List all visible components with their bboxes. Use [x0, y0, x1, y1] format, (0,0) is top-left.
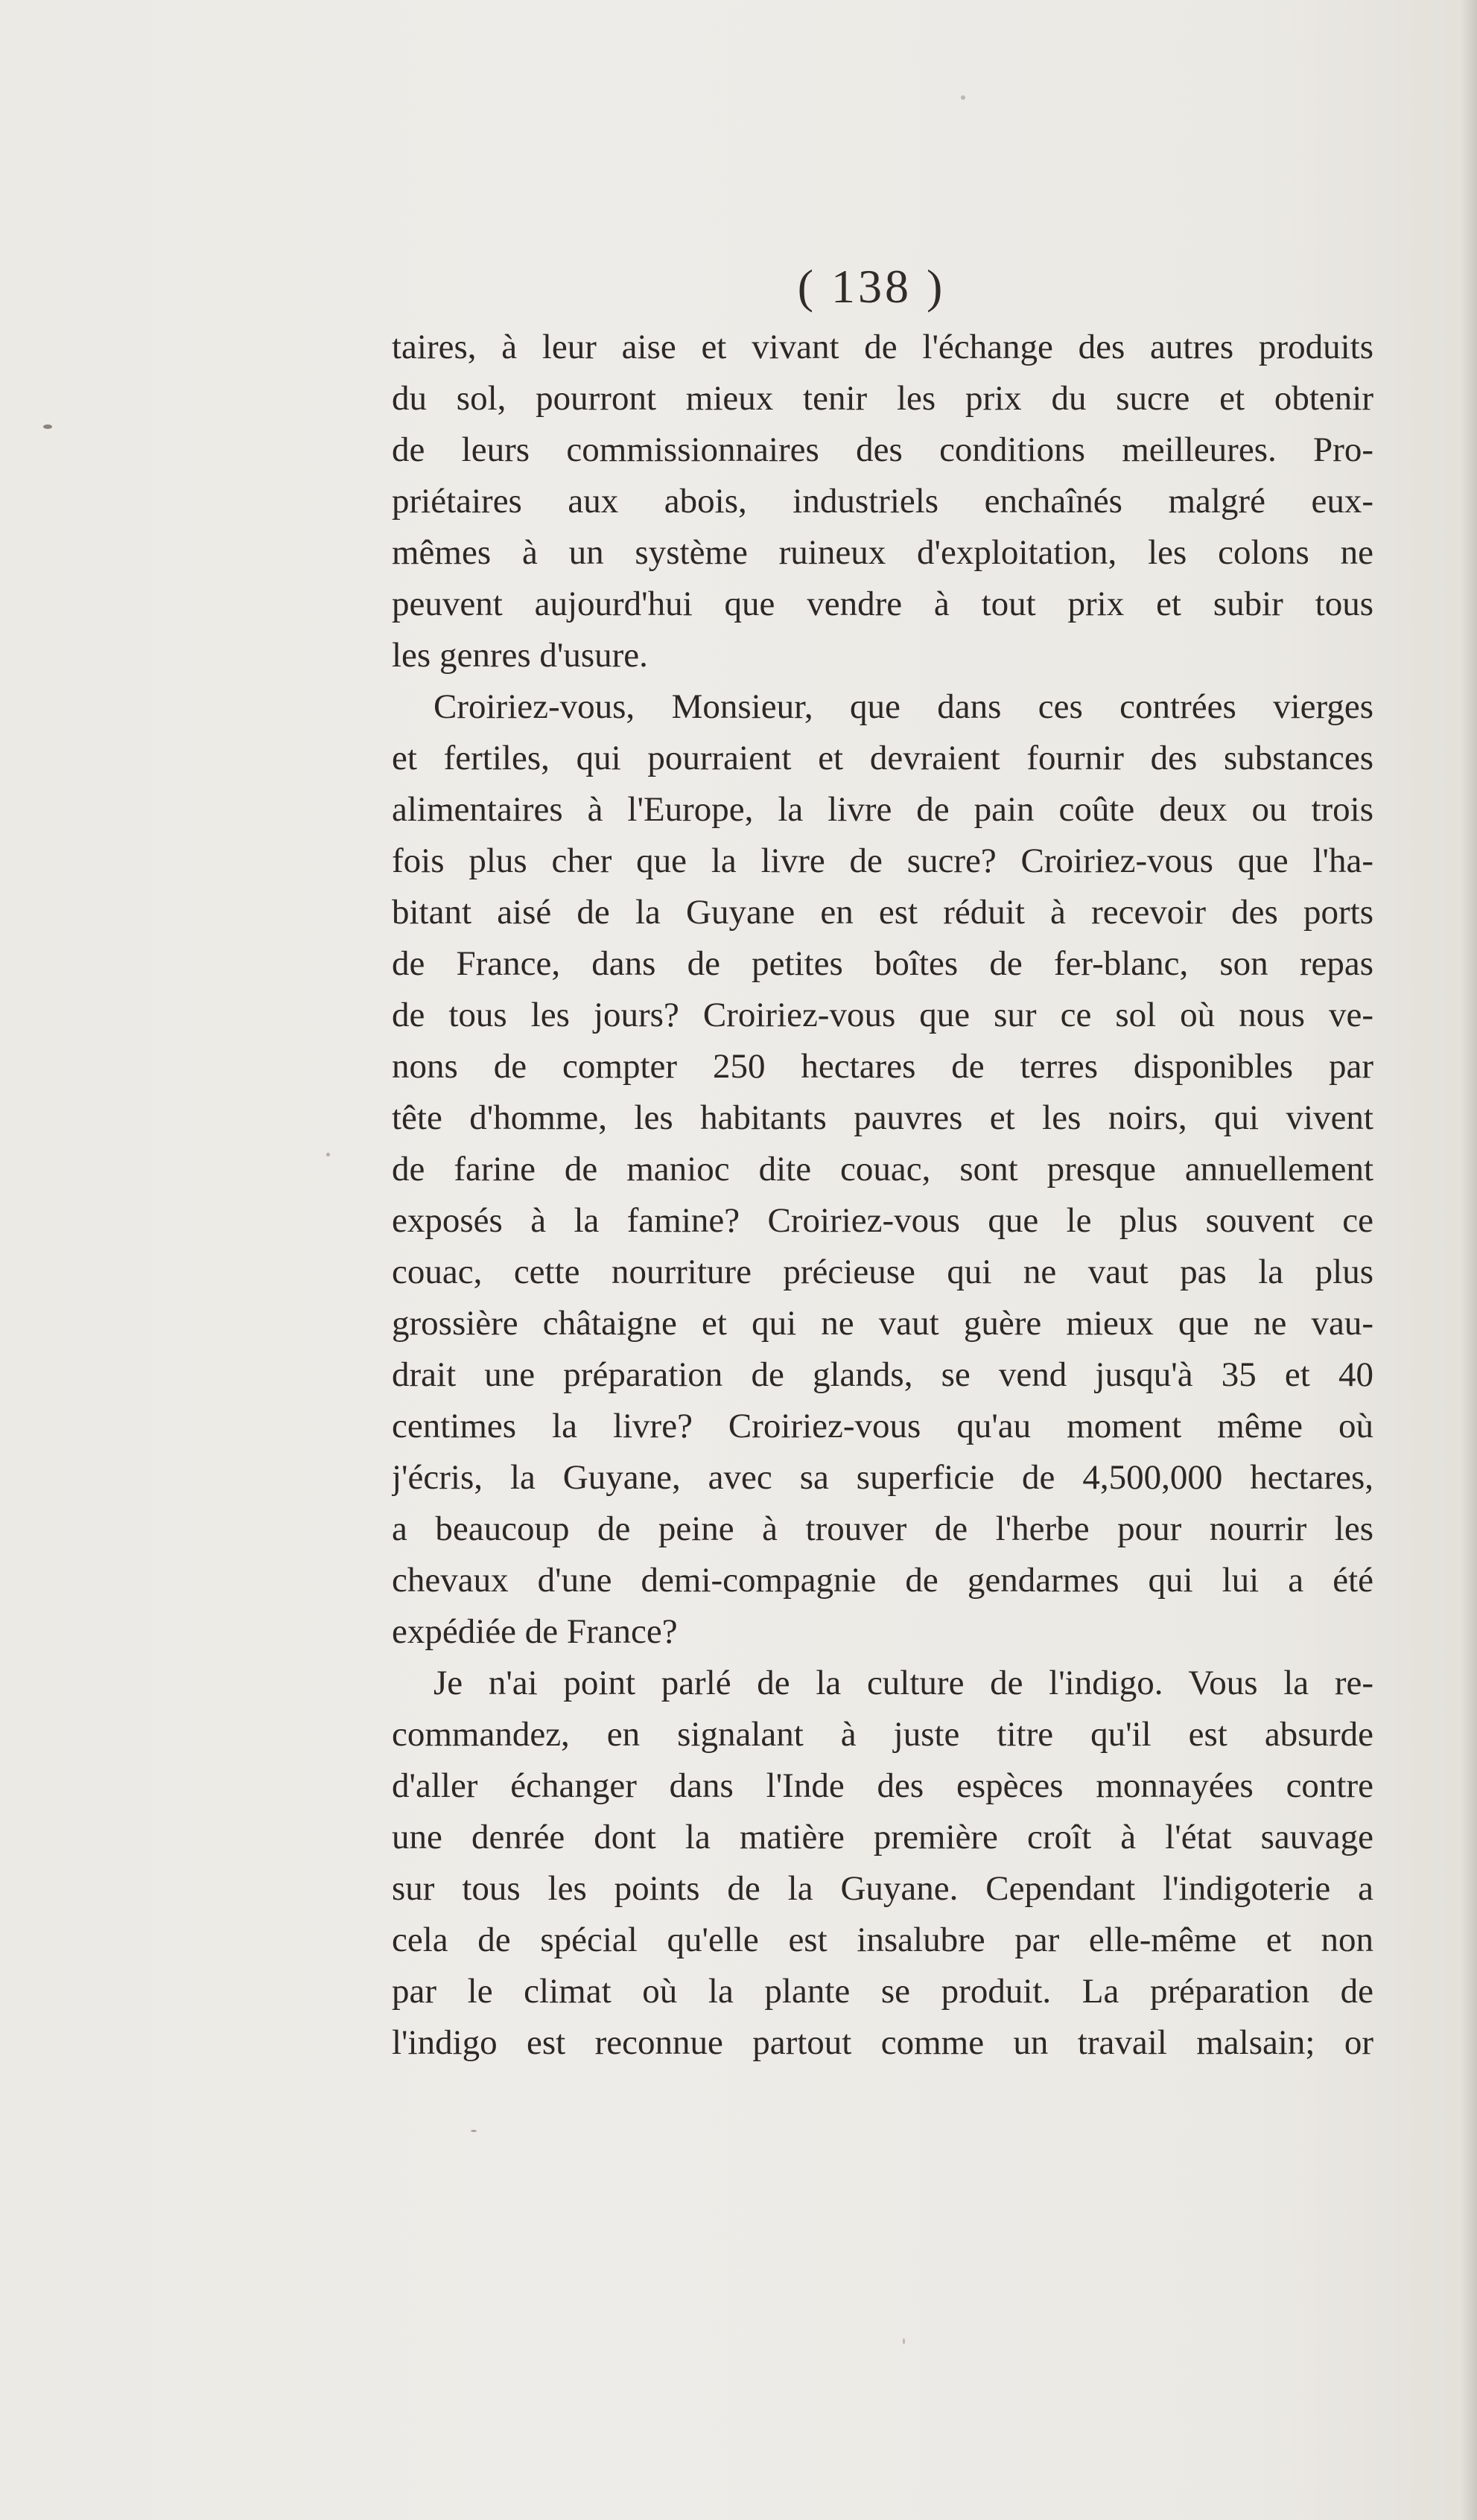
- paper-speck: [43, 424, 52, 429]
- text-line: de farine de manioc dite couac, sont presque annuellement: [392, 1150, 1373, 1189]
- text-line: peuvent aujourd'hui que vendre à tout prix et subir tous: [392, 585, 1373, 623]
- paper-speck: [903, 2338, 905, 2344]
- text-line: l'indigo est reconnue partout comme un travail malsain; or: [392, 2023, 1373, 2062]
- text-line: grossière châtaigne et qui ne vaut guère mieux que ne vau-: [392, 1304, 1373, 1343]
- text-line: priétaires aux abois, industriels enchaînés malgré eux-: [392, 482, 1373, 521]
- text-line: j'écris, la Guyane, avec sa superficie de 4,500,000 hectares,: [392, 1458, 1373, 1497]
- paragraph-start-line: Croiriez-vous, Monsieur, que dans ces contrées vierges: [433, 687, 1373, 726]
- text-line: cela de spécial qu'elle est insalubre par elle-même et non: [392, 1921, 1373, 1959]
- text-line: bitant aisé de la Guyane en est réduit à recevoir des ports: [392, 893, 1373, 932]
- text-line: et fertiles, qui pourraient et devraient fournir des substances: [392, 739, 1373, 777]
- text-line: drait une préparation de glands, se vend jusqu'à 35 et 40: [392, 1355, 1373, 1394]
- text-line: exposés à la famine? Croiriez-vous que le plus souvent ce: [392, 1201, 1373, 1240]
- text-line: couac, cette nourriture précieuse qui ne vaut pas la plus: [392, 1253, 1373, 1291]
- text-line: de leurs commissionnaires des conditions meilleures. Pro-: [392, 430, 1373, 469]
- text-line: tête d'homme, les habitants pauvres et les noirs, qui vivent: [392, 1098, 1373, 1137]
- text-line: taires, à leur aise et vivant de l'échange des autres produits: [392, 328, 1373, 366]
- text-line: nons de compter 250 hectares de terres disponibles par: [392, 1047, 1373, 1086]
- text-line: du sol, pourront mieux tenir les prix du sucre et obtenir: [392, 379, 1373, 418]
- text-line: alimentaires à l'Europe, la livre de pain coûte deux ou trois: [392, 790, 1373, 829]
- text-line: commandez, en signalant à juste titre qu'il est absurde: [392, 1715, 1373, 1754]
- text-line: mêmes à un système ruineux d'exploitation, les colons ne: [392, 533, 1373, 572]
- body-text: [392, 322, 1373, 2069]
- text-line: centimes la livre? Croiriez-vous qu'au moment même où: [392, 1407, 1373, 1445]
- page-gutter-shadow: [1461, 0, 1477, 2520]
- text-line: fois plus cher que la livre de sucre? Croiriez-vous que l'ha-: [392, 841, 1373, 880]
- text-line: a beaucoup de peine à trouver de l'herbe pour nourrir les: [392, 1509, 1373, 1548]
- text-line: chevaux d'une demi-compagnie de gendarmes qui lui a été: [392, 1561, 1373, 1600]
- paper-speck: [326, 1153, 330, 1156]
- page-number: ( 138 ): [797, 260, 946, 313]
- text-line: de France, dans de petites boîtes de fer-blanc, son repas: [392, 944, 1373, 983]
- paper-speck: [961, 95, 965, 100]
- text-line: les genres d'usure.: [392, 636, 648, 675]
- text-line: d'aller échanger dans l'Inde des espèces monnayées contre: [392, 1766, 1373, 1805]
- text-line: sur tous les points de la Guyane. Cependant l'indigoterie a: [392, 1869, 1373, 1908]
- text-line: de tous les jours? Croiriez-vous que sur ce sol où nous ve-: [392, 996, 1373, 1034]
- paper-speck: [471, 2130, 477, 2132]
- paragraph-start-line: Je n'ai point parlé de la culture de l'indigo. Vous la re-: [433, 1664, 1373, 1702]
- text-line: une denrée dont la matière première croît à l'état sauvage: [392, 1818, 1373, 1856]
- text-line: par le climat où la plante se produit. La préparation de: [392, 1972, 1373, 2011]
- text-line: expédiée de France?: [392, 1612, 678, 1651]
